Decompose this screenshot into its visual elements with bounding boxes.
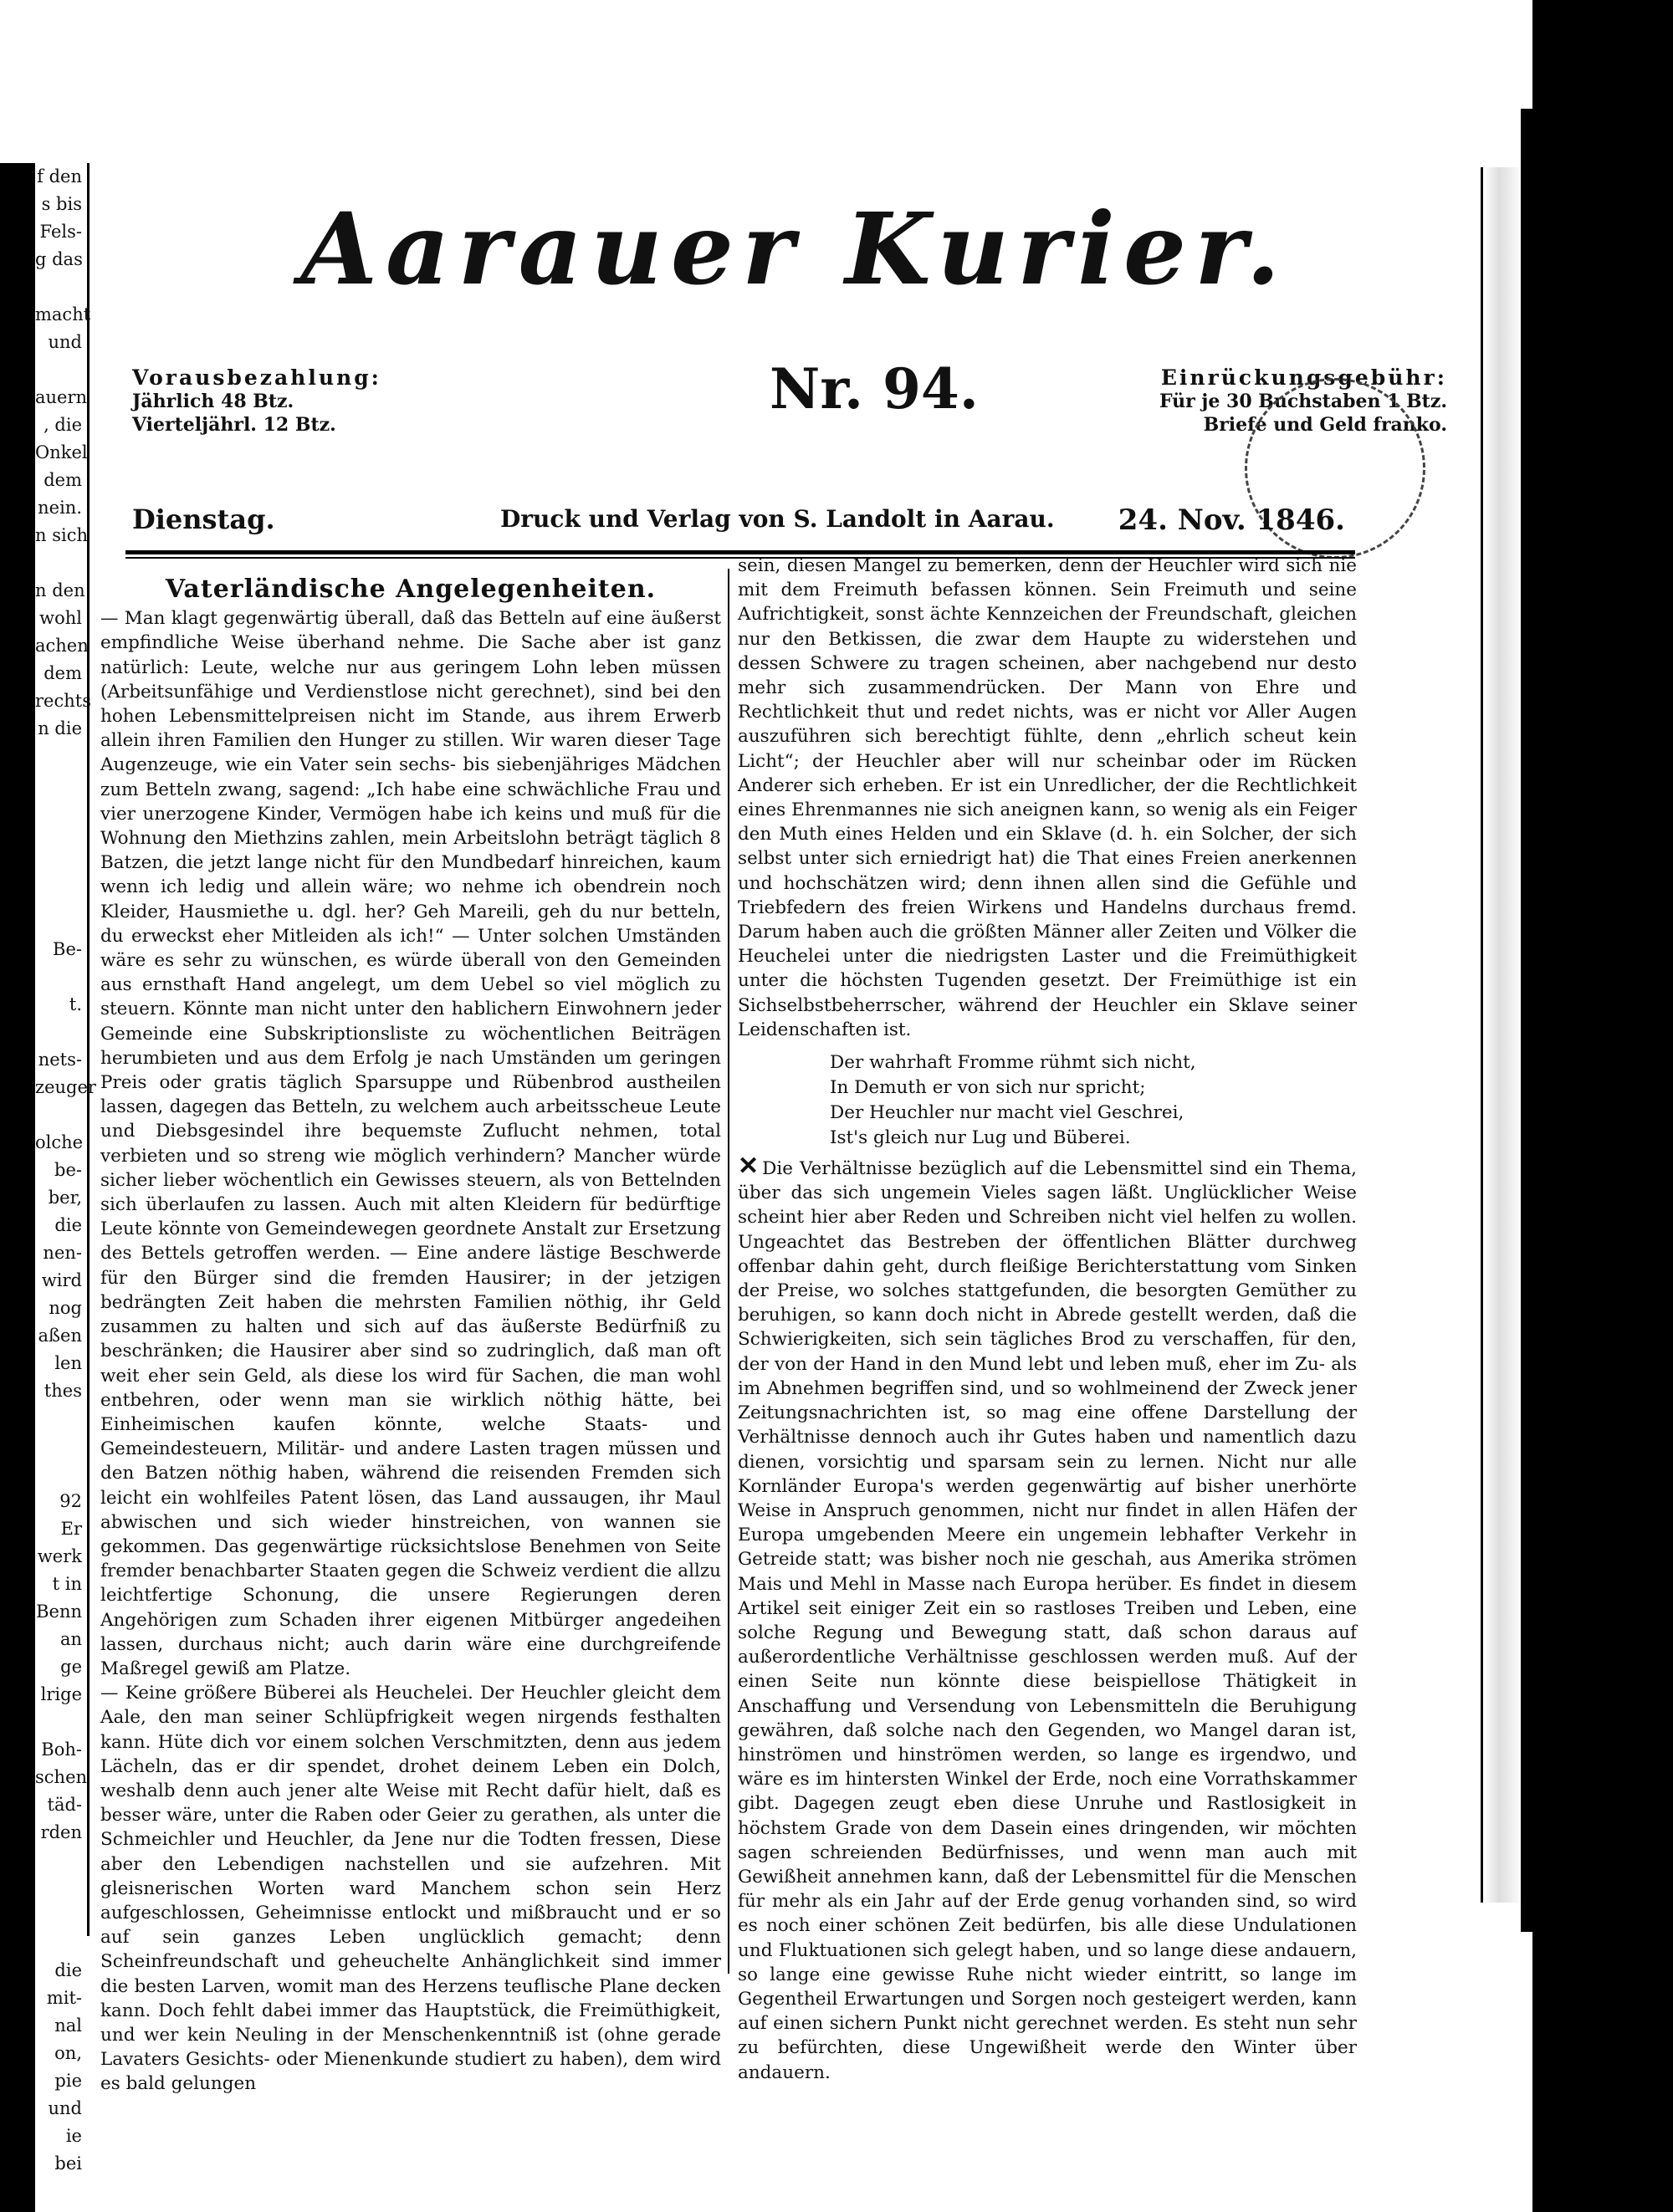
- article-hypocrisy-continued: sein, diesen Mangel zu bemerken, denn der Heuchler wird sich nie mit dem Freimuth befassen können. Sein Freimuth und seine Aufrichtigkeit, sonst ächte Kennzeichen der Freundschaft, gleichen nur den Betkissen, die zwar dem Haupte zu widerstehen und dessen Schwere zu tragen scheinen, aber nachgebend nur desto mehr sich zusammendrücken. Der Mann von Ehre und Rechtlichkeit thut und redet nichts, was er nicht vor Aller Augen auszuführen sich berechtigt fühlte, denn „ehrlich scheut kein Licht“; der Heuchler aber will nur scheinbar oder im Rücken Anderer sich erheben. Er ist ein Unredlicher, der die Rechtlichkeit eines Ehrenmannes nie sich aneignen kann, so wenig als ein Feiger den Muth eines Helden und ein Sklave (d. h. ein Solcher, der sich selbst unter sich erniedrigt hat) die That eines Freien anerkennen und hochschätzen wird; denn ihnen allen sind die Gefühle und Triebfedern des freien Wirkens und Handelns durchaus fremd. Darum haben auch die größten Männer aller Zeiten und Völker die Heuchelei unter die niedrigsten Laster und die Freimüthigkeit unter die höchsten Tugenden gesetzt. Der Freimüthige ist ein Sichselbstbeherrscher, während der Heuchler ein Sklave seiner Leidenschaften ist.: [738, 555, 1357, 1040]
- left-page-fragment: Er: [60, 1519, 82, 1539]
- top-margin: [0, 0, 1673, 163]
- column-divider: [728, 569, 729, 1974]
- left-page-fragment: [35, 1101, 87, 1129]
- subscription-yearly: Jährlich 48 Btz.: [132, 391, 294, 412]
- dateline: [132, 503, 1345, 537]
- poem-line: In Demuth er von sich nur spricht;: [830, 1077, 1146, 1099]
- left-page-fragment: n den: [35, 580, 85, 600]
- left-page-fragment: n die: [38, 718, 82, 738]
- left-page-fragment: [35, 1460, 87, 1488]
- left-page-fragment: [35, 825, 87, 853]
- left-page-fragment: , die: [43, 415, 82, 435]
- left-page-fragment: [35, 798, 87, 825]
- scan-right-strip: [1521, 109, 1532, 1932]
- left-page-fragment: nal: [54, 2015, 82, 2036]
- left-page-fragment: s bis: [41, 194, 82, 214]
- left-page-fragment: Fels-: [39, 222, 82, 242]
- left-page-fragment: die: [54, 1215, 82, 1235]
- issue-date: 24. Nov. 1846.: [1118, 503, 1345, 537]
- left-page-fragment: [35, 1847, 87, 1874]
- left-page-fragment: wohl: [39, 608, 82, 628]
- scan-left-edge: [0, 0, 35, 2212]
- left-page-fragment: [35, 908, 87, 936]
- handwritten-x-mark: ✕: [738, 1152, 760, 1182]
- left-page-fragment: n sich: [35, 525, 88, 545]
- left-page-fragment: [35, 1902, 87, 1929]
- left-page-fragment: t in: [52, 1574, 82, 1594]
- left-page-fragment: len: [54, 1353, 82, 1373]
- left-page-fragment: und: [48, 332, 82, 352]
- column-right: [738, 554, 1357, 2085]
- left-page-fragment: nen-: [43, 1243, 82, 1263]
- left-page-fragment: f den: [37, 166, 82, 186]
- article-food-supply-text: Die Verhältnisse bezüglich auf die Lebensmittel sind ein Thema, über das sich ungemein Vieles sagen läßt. Unglücklicher Weise scheint hier aber Reden und Schreiben nicht viel helfen zu wollen. Ungeachtet das Bestreben der öffentlichen Blätter durchweg offenbar dahin geht, durch fleißige Berichterstattung vom Sinken der Preise, wo solches stattgefunden, die besorgten Gemüther zu beruhigen, so kann doch nicht in Abrede gestellt werden, daß die Schwierigkeiten, sich sein tägliches Brod zu verschaffen, für den, der von der Hand in den Mund lebt und leben muß, eher im Zu- als im Abnehmen begriffen sind, und so wohlmeinend der Zweck jener Zeitungsnachrichten ist, so mag eine offene Darstellung der Verhältnisse dennoch auch ihr Gutes haben und namentlich dazu dienen, vorsichtig und sparsam sein zu lernen. Nicht nur alle Kornländer Europa's werden gegenwärtig auf bisher unerhörte Weise in Anspruch genommen, nicht nur findet in allen Häfen der Europa umgebenden Meere ein ungemein lebhafter Verkehr in Getreide statt; was bisher noch nie geschah, aus Amerika strömen Mais und Mehl in Masse nach Europa herüber. Es findet in diesem Artikel seit einiger Zeit ein so rastloses Treiben und Leben, eine solche Regung und Bewegung statt, daß schon daraus auf außerordentliche Verhältnisse geschlossen werden muß. Auf der einen Seite nun könnte diese beispiellose Thätigkeit in Anschaffung und Versendung von Lebensmitteln die Beruhigung gewähren, daß solche nach den Gegenden, wo Mangel daran ist, hinströmen und hinströmen werden, so lange es irgendwo, und wäre es im hintersten Winkel der Erde, noch eine Vorrathskammer gibt. Dagegen zeugt eben diese Unruhe und Rastlosigkeit in höchstem Grade von dem Dasein eines dringenden, wir möchten sagen schreienden Bedürfnisses, und wenn man auch mit Gewißheit annehmen kann, daß der Lebensmittel für die Menschen für mehr als ein Jahr auf der Erde genug vorhanden sind, so wird es noch einer schönen Zeit bedürfen, bis alle diese Undulationen und Fluktuationen sich gelegt haben, und so lange diese andauern, so lange eine gewisse Ruhe nicht wieder eintritt, so lange im Gegentheil Erwartungen und Sorgen noch gesteigert werden, kann auf einen sichern Punkt nicht gerechnet werden. Es steht nun sehr zu befürchten, diese Ungewißheit werde den Winter über andauern.: [738, 1158, 1357, 2083]
- page-right-edge: [1481, 167, 1523, 1903]
- left-page-fragment: wird: [41, 1270, 82, 1290]
- left-page-fragment: mit-: [46, 1988, 82, 2008]
- left-page-fragment: [35, 1874, 87, 1902]
- poem: [830, 1050, 1357, 1151]
- fee-heading: Einrückungsgebühr:: [1160, 365, 1447, 390]
- left-page-fragment: ie: [65, 2126, 82, 2146]
- left-page-fragment: und: [48, 2098, 82, 2118]
- left-page-fragment: [35, 356, 87, 384]
- left-page-fragment: [35, 1929, 87, 1957]
- fee-rate: Für je 30 Buchstaben 1 Btz.: [1159, 391, 1447, 412]
- left-page-fragment: dem: [43, 470, 82, 490]
- left-page-fragment: Be-: [53, 939, 82, 959]
- poem-line: Der wahrhaft Fromme rühmt sich nicht,: [830, 1052, 1196, 1074]
- left-page-fragment: dem: [43, 663, 82, 683]
- left-page-fragment: thes: [43, 1381, 82, 1401]
- left-page-fragment: an: [59, 1629, 82, 1649]
- article-food-supply: [738, 1154, 1357, 2085]
- weekday: Dienstag.: [132, 503, 275, 535]
- left-page-fragment: aßen: [38, 1326, 82, 1346]
- left-page-fragment: [35, 1405, 87, 1433]
- left-page-fragment: nets-: [38, 1050, 82, 1070]
- left-page-fragment: nein.: [38, 498, 82, 518]
- left-page-fragment: schen: [35, 1767, 88, 1787]
- left-page-fragment: t.: [69, 994, 82, 1014]
- newspaper-title: Aarauer Kurier.: [300, 191, 1289, 307]
- printer-line: Druck und Verlag von S. Landolt in Aarau.: [500, 505, 1055, 533]
- left-page-fragment: be-: [54, 1160, 82, 1180]
- subscription-info: [132, 366, 381, 437]
- subscription-heading: Vorausbezahlung:: [132, 365, 381, 390]
- left-page-fragment: [35, 273, 87, 301]
- left-page-fragment: Benn: [36, 1602, 82, 1622]
- left-page-fragment: achen: [35, 636, 89, 656]
- left-page-fragment: pie: [54, 2071, 82, 2091]
- left-page-fragment: rden: [40, 1822, 82, 1842]
- left-page-fragment: 92: [59, 1491, 82, 1511]
- left-page-fragment: [35, 1709, 87, 1736]
- left-page-fragment: olche: [35, 1132, 84, 1152]
- issue-number: Nr. 94.: [770, 356, 979, 421]
- left-page-fragment: rechts: [35, 691, 91, 711]
- left-page-fragment: [35, 963, 87, 991]
- left-page-fragment: Onkel: [35, 442, 88, 462]
- left-page-fragment: auern: [35, 387, 88, 407]
- fee-postage: Briefe und Geld franko.: [1203, 414, 1447, 436]
- left-page-fragment: [35, 743, 87, 770]
- left-page-fragment: die: [54, 1960, 82, 1980]
- article-begging: — Man klagt gegenwärtig überall, daß das Betteln auf eine äußerst empfindliche Weise überhand nehme. Die Sache aber ist ganz natürlich: Leute, welche nur aus geringem Lohn leben müssen (Arbeitsunfähige und Verdienstlose nicht gerechnet), sind bei den hohen Lebensmittelpreisen nicht im Stande, aus ihrem Erwerb allein ihren Familien den Hunger zu stillen. Wir waren dieser Tage Augenzeuge, wie ein Vater sein sechs- bis siebenjähriges Mädchen zum Betteln zwang, sagend: „Ich habe eine schwächliche Frau und vier unerzogene Kinder, Vermögen habe ich keins und muß für die Wohnung den Miethzins zahlen, mein Arbeitslohn beträgt täglich 8 Batzen, die jetzt lange nicht für den Mundbedarf hinreichen, kaum wenn ich ledig und allein wäre; wo nehme ich obendrein noch Kleider, Hausmiethe u. dgl. her? Geh Mareili, geh du nur betteln, du erweckst eher Mitleiden als ich!“ — Unter solchen Umständen wäre es sehr zu wünschen, es würde überall von den Gemeinden aus ernsthaft Hand angelegt, um dem Uebel so viel möglich zu steuern. Könnte man nicht unter den hablichern Einwohnern jeder Gemeinde eine Subskriptionsliste zu wöchentlichen Beiträgen herumbieten und aus dem Erfolg je nach Umständen um geringen Preis oder gratis täglich Sparsuppe und Rübenbrod austheilen lassen, dagegen das Betteln, zu welchem auch arbeitsscheue Leute und Diebsgesindel ihre bequemste Zuflucht nehmen, total verbieten und so streng wie möglich verhindern? Mancher würde sicher lieber wöchentlich ein Gewisses steuern, als von Bettelnden sich überlaufen zu lassen. Auch mit alten Kleidern für bedürftige Leute könnte von Gemeindewegen geordnete Anstalt zur Ersetzung des Bettels getroffen werden. — Eine andere lästige Beschwerde für den Bürger sind die fremden Hausirer; in der jetzigen bedrängten Zeit haben die mehrsten Familien nöthig, ihr Geld zusammen zu halten und sich auf das äußerste Bedürfniß zu beschränken; die Hausirer aber sind so zudringlich, daß man oft weit eher sein Geld, als diese los wird für Sachen, die man wohl entbehren, oder wenn man sie wirklich nöthig hätte, bei Einheimischen kaufen könnte, welche Staats- und Gemeindesteuern, Militär- und andere Lasten tragen müssen und den Batzen nöthig haben, während die reisenden Fremden sich leicht ein wohlfeiles Patent lösen, das Land aussaugen, ihr Maul abwischen und sich wieder hinstreichen, von wannen sie gekommen. Das gegenwärtige rücksichtslose Benehmen von Seite fremder benachbarter Staaten gegen die Schweiz verdient die allzu leichtfertige Schonung, die unsere Regierungen deren Angehörigen zum Schaden ihrer eigenen Mitbürger angedeihen lassen, durchaus nicht; auch darin wäre eine durchgreifende Maßregel gewiß am Platze.: [100, 608, 721, 1679]
- left-page-fragment: bei: [54, 2153, 82, 2174]
- scan-right-dark: [1532, 0, 1673, 2212]
- left-page-fragment: nog: [49, 1298, 82, 1318]
- left-page-fragment: Boh-: [41, 1739, 82, 1760]
- masthead: [117, 191, 1472, 436]
- left-page-fragment: macht: [35, 304, 91, 324]
- left-page-fragment: lrige: [40, 1684, 82, 1704]
- left-page-fragment: [35, 1019, 87, 1046]
- poem-line: Ist's gleich nur Lug und Büberei.: [830, 1127, 1131, 1149]
- left-page-fragment: ber,: [48, 1188, 82, 1208]
- poem-line: Der Heuchler nur macht viel Geschrei,: [830, 1102, 1184, 1124]
- left-page-fragment: werk: [37, 1546, 82, 1566]
- left-page-fragment: g das: [35, 249, 83, 269]
- left-page-fragment: [35, 1433, 87, 1460]
- left-page-fragment: [35, 770, 87, 798]
- left-page-fragment: on,: [54, 2043, 82, 2063]
- left-page-fragment: ge: [60, 1657, 82, 1677]
- adjacent-page-fragment: [35, 163, 96, 2174]
- left-page-fragment: täd-: [47, 1795, 82, 1815]
- left-page-fragment: [35, 549, 87, 577]
- section-heading: Vaterländische Angelegenheiten.: [165, 575, 657, 604]
- left-page-fragment: zeuger: [35, 1077, 96, 1097]
- left-page-fragment: [35, 853, 87, 881]
- column-left: [100, 577, 721, 2097]
- article-hypocrisy: — Keine größere Büberei als Heuchelei. Der Heuchler gleicht dem Aale, den man seiner Schlüpfrigkeit wegen nirgends festhalten kann. Hüte dich vor einem solchen Verschmitzten, denn aus jedem Lächeln, das er dir spendet, drohet deinem Leben ein Dolch, weshalb denn auch jener alte Weise mit Recht dafür hielt, daß es besser wäre, unter die Raben oder Geier zu gerathen, als unter die Schmeichler und Heuchler, da Jene nur die Todten fressen, Diese aber den Lebendigen nachstellen und sie aufzehren. Mit gleisnerischen Worten ward Manchem schon sein Herz aufgeschlossen, Geheimnisse entlockt und mißbraucht und er so auf sein ganzes Leben unglücklich gemacht; denn Scheinfreundschaft und geheuchelte Anhänglichkeit sind immer die besten Larven, womit man des Herzens teuflische Plane decken kann. Doch fehlt dabei immer das Hauptstück, die Freimüthigkeit, und wer kein Neuling in der Menschenkenntniß ist (ohne gerade Lavaters Gesichts- oder Mienenkunde studiert zu haben), dem wird es bald gelungen: [100, 1683, 721, 2095]
- left-page-fragment: [35, 881, 87, 908]
- subscription-quarterly: Vierteljährl. 12 Btz.: [132, 414, 336, 436]
